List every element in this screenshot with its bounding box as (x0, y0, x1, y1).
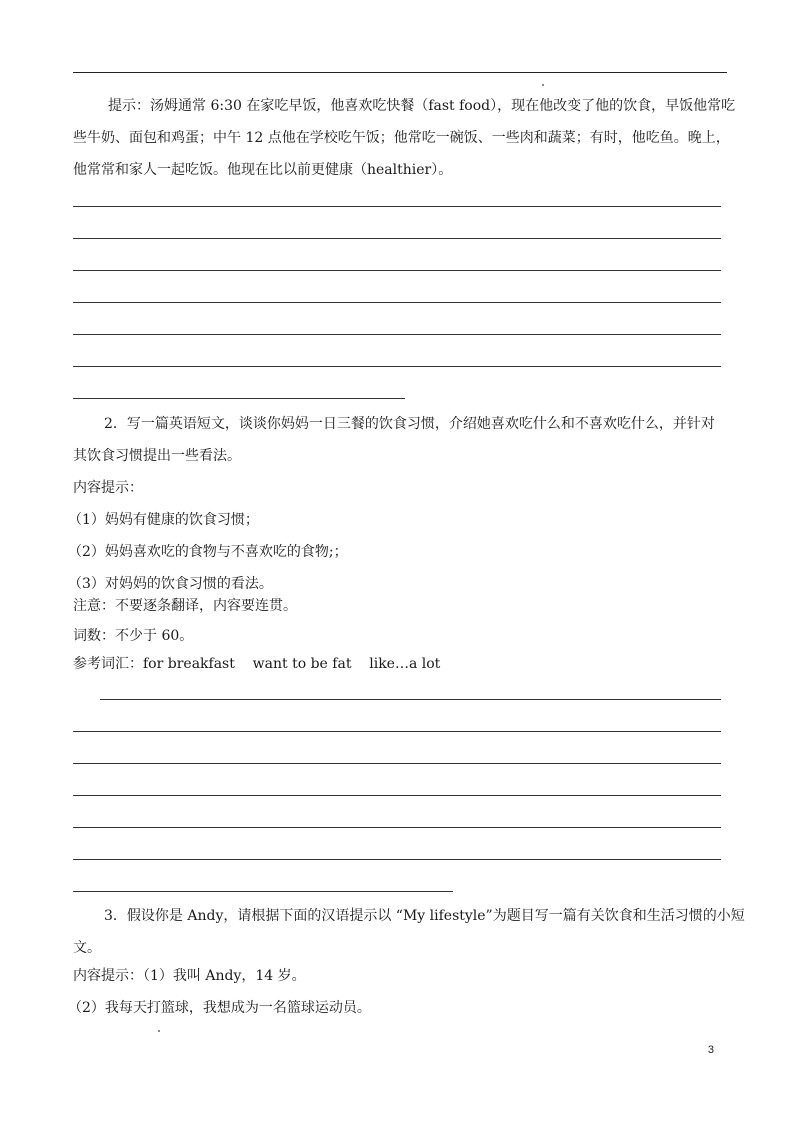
header-rule (73, 72, 727, 73)
hint1-line3: 他常常和家人一起吃饭。他现在比以前更健康（healthier）。 (73, 162, 453, 178)
writing-line[interactable] (73, 270, 721, 271)
task2-word-count: 词数：不少于 60。 (73, 628, 194, 644)
task3-point-1: 内容提示：（1）我叫 Andy，14 岁。 (73, 968, 306, 984)
task3-point-2: （2）我每天打篮球，我想成为一名篮球运动员。 (68, 1000, 371, 1016)
page-number: 3 (707, 1044, 714, 1056)
task2-line2: 其饮食习惯提出一些看法。 (73, 448, 241, 464)
writing-line[interactable] (73, 302, 721, 303)
scan-speck (542, 84, 544, 86)
hint1-line2: 些牛奶、面包和鸡蛋；中午 12 点他在学校吃午饭；他常吃一碗饭、一些肉和蔬菜；有时，他吃鱼。晚上， (73, 130, 730, 146)
task2-point-2: （2）妈妈喜欢吃的食物与不喜欢吃的食物;； (68, 544, 348, 560)
task2-note: 注意：不要逐条翻译，内容要连贯。 (73, 598, 297, 614)
writing-line[interactable] (73, 827, 721, 828)
task2-vocab: 参考词汇：for breakfast want to be fat like…a lot (73, 656, 441, 672)
task3-line1: 3．假设你是 Andy，请根据下面的汉语提示以 “My lifestyle”为题目写一篇有关饮食和生活习惯的小短 (104, 908, 745, 924)
writing-line[interactable] (73, 763, 721, 764)
writing-line[interactable] (73, 238, 721, 239)
scan-speck (158, 1030, 160, 1032)
task2-point-3: （3）对妈妈的饮食习惯的看法。 (68, 576, 273, 592)
writing-line[interactable] (73, 795, 721, 796)
writing-line[interactable] (73, 891, 453, 892)
writing-line[interactable] (73, 859, 721, 860)
writing-line[interactable] (73, 206, 721, 207)
task2-line1: 2．写一篇英语短文，谈谈你妈妈一日三餐的饮食习惯，介绍她喜欢吃什么和不喜欢吃什么，并针对 (104, 416, 715, 432)
hint1-line1: 提示：汤姆通常 6:30 在家吃早饭，他喜欢吃快餐（fast food），现在他改变了他的饮食，早饭他常吃 (108, 98, 736, 114)
writing-line[interactable] (73, 731, 721, 732)
writing-line[interactable] (73, 366, 721, 367)
writing-line[interactable] (100, 699, 721, 700)
task2-point-1: （1）妈妈有健康的饮食习惯； (68, 512, 259, 528)
task2-hint-label: 内容提示： (73, 480, 143, 496)
writing-line[interactable] (73, 334, 721, 335)
task3-line2: 文。 (73, 940, 101, 956)
writing-line[interactable] (73, 398, 405, 399)
